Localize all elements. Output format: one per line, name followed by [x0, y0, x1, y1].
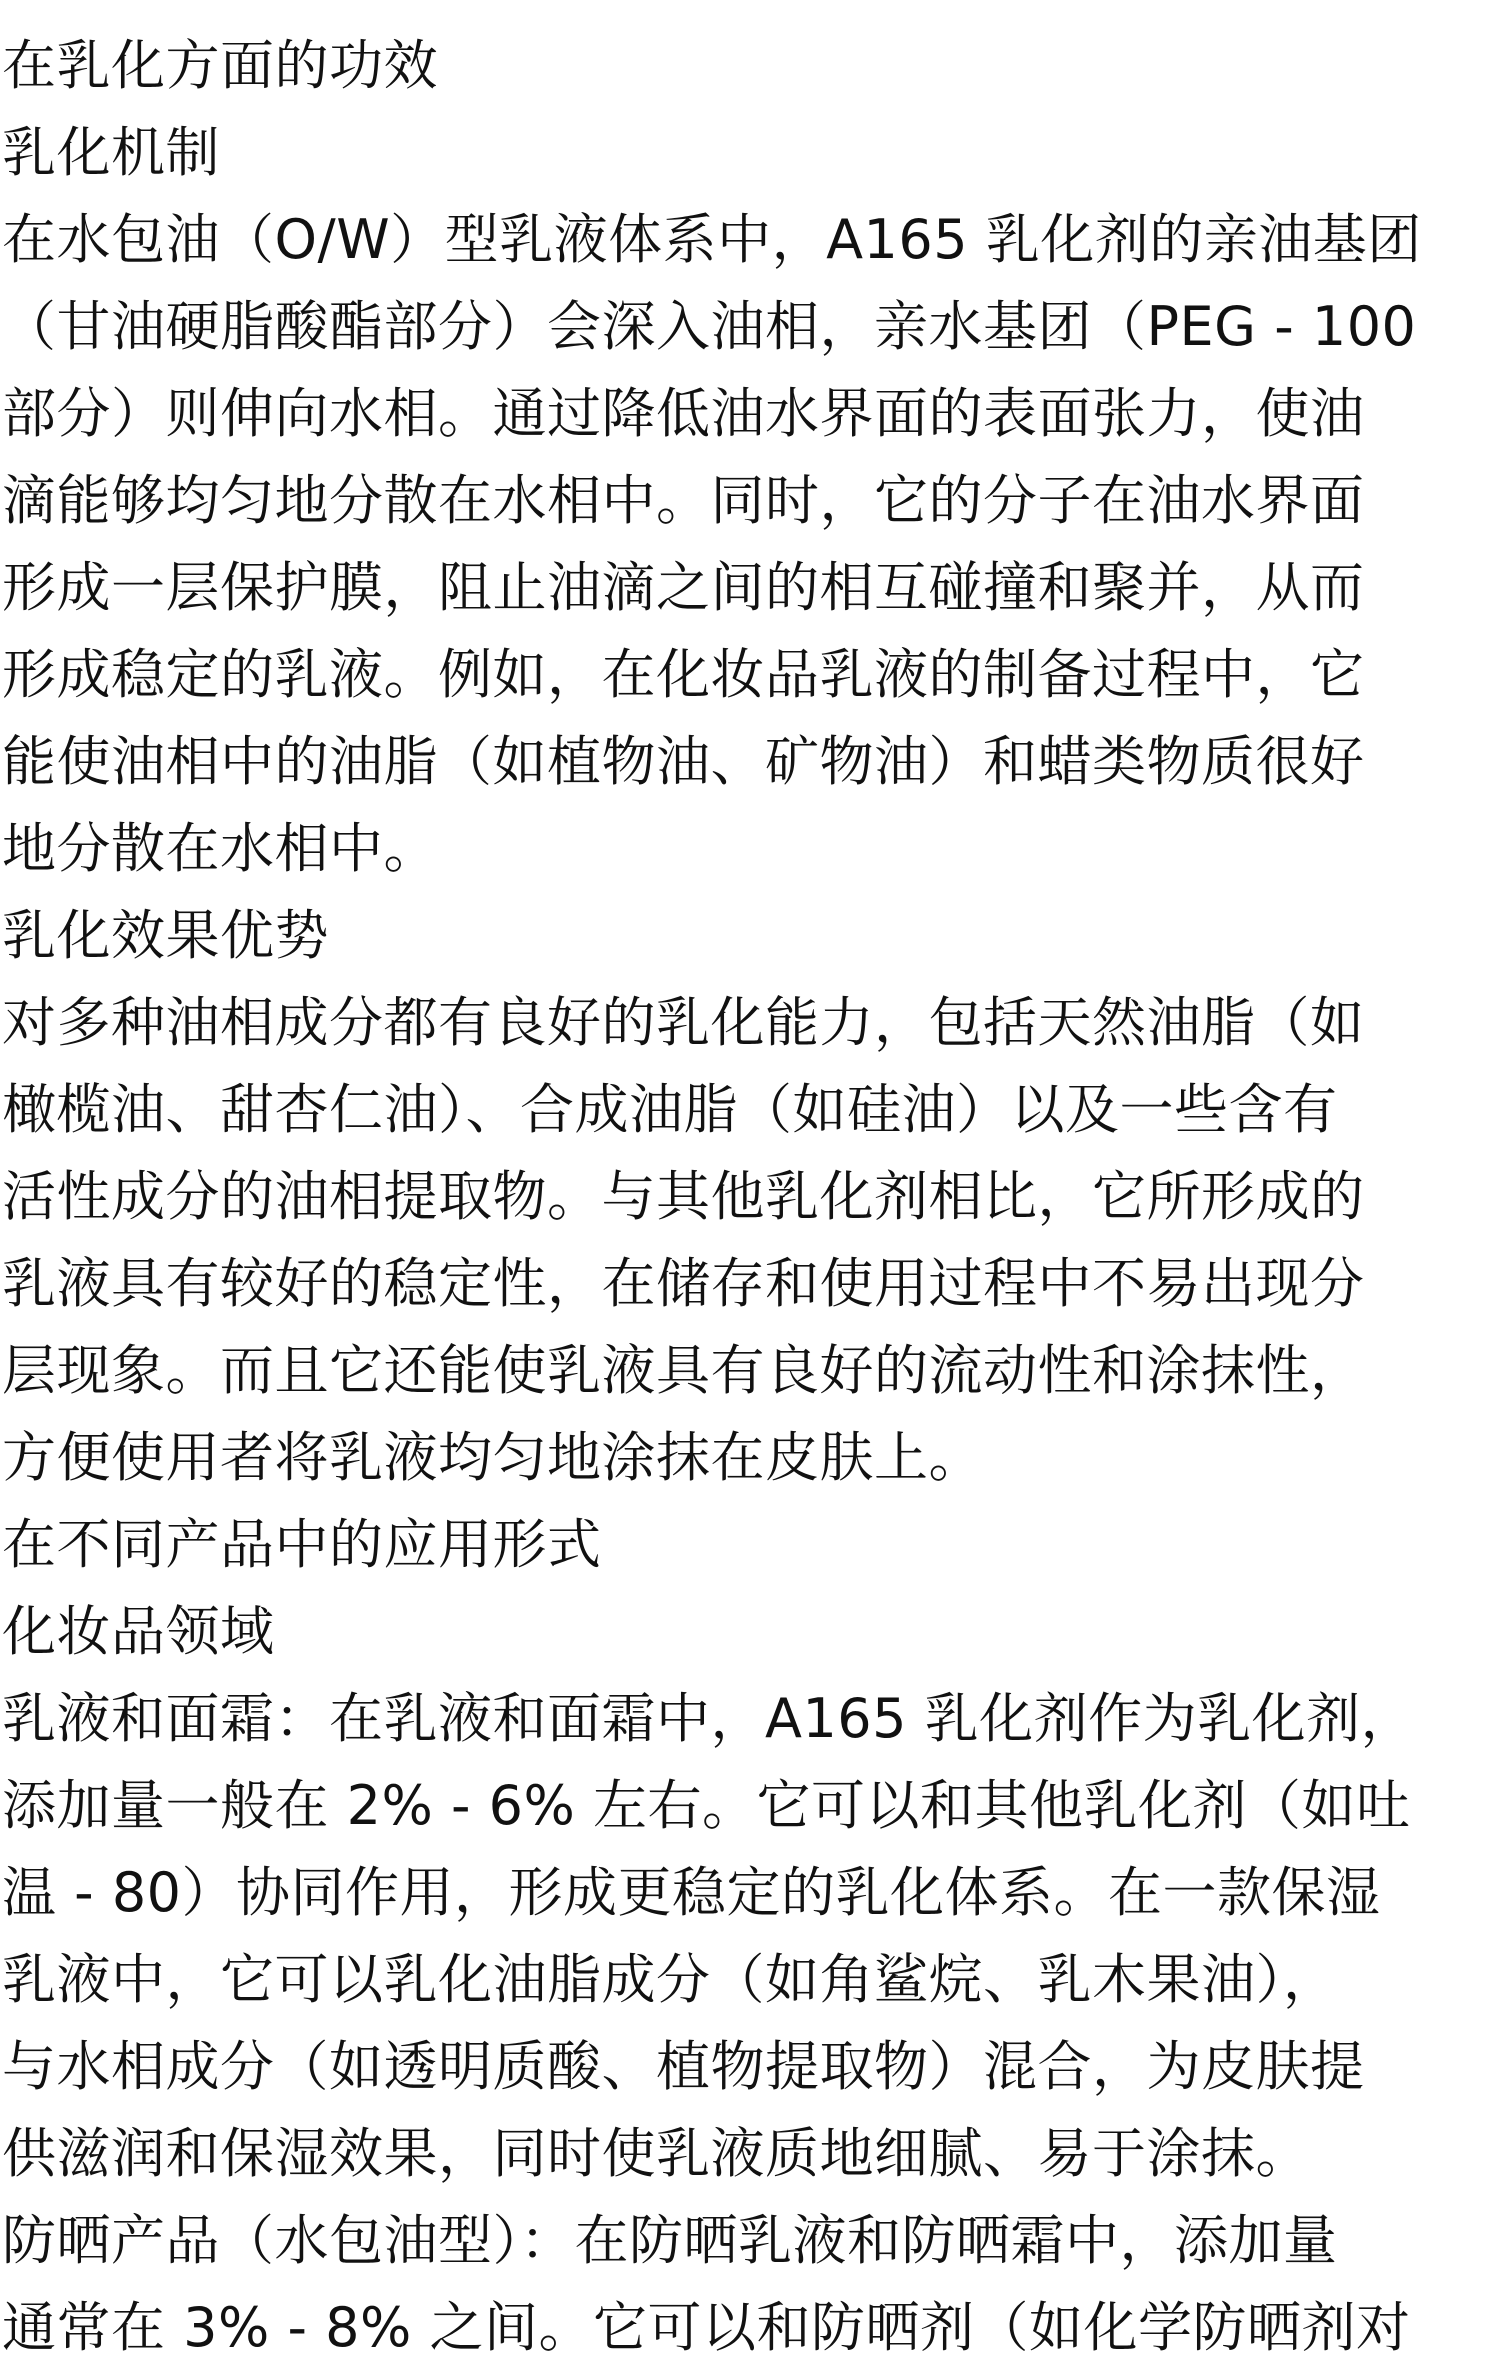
paragraph-line: 滴能够均匀地分散在水相中。同时，它的分子在油水界面: [2, 469, 1365, 532]
paragraph-line: 能使油相中的油脂（如植物油、矿物油）和蜡类物质很好: [2, 730, 1365, 793]
paragraph-line: 部分）则伸向水相。通过降低油水界面的表面张力，使油: [2, 382, 1365, 445]
paragraph-line: 地分散在水相中。: [2, 817, 438, 880]
paragraph-line: 通常在 3% - 8% 之间。它可以和防晒剂（如化学防晒剂对: [2, 2296, 1411, 2359]
article-body: [2, 22, 1498, 2371]
section-heading: 在不同产品中的应用形式: [2, 1513, 602, 1576]
paragraph-line: 在水包油（O/W）型乳液体系中，A165 乳化剂的亲油基团: [2, 208, 1422, 271]
paragraph-line: 温 - 80）协同作用，形成更稳定的乳化体系。在一款保湿: [2, 1861, 1381, 1924]
paragraph-line: 活性成分的油相提取物。与其他乳化剂相比，它所形成的: [2, 1165, 1365, 1228]
paragraph-line: 乳液具有较好的稳定性，在储存和使用过程中不易出现分: [2, 1252, 1365, 1315]
paragraph-line: 形成一层保护膜，阻止油滴之间的相互碰撞和聚并，从而: [2, 556, 1365, 619]
paragraph-line: 供滋润和保湿效果，同时使乳液质地细腻、易于涂抹。: [2, 2122, 1310, 2185]
paragraph-line: 与水相成分（如透明质酸、植物提取物）混合，为皮肤提: [2, 2035, 1365, 2098]
paragraph-line: 添加量一般在 2% - 6% 左右。它可以和其他乳化剂（如吐: [2, 1774, 1411, 1837]
paragraph-line: 形成稳定的乳液。例如，在化妆品乳液的制备过程中，它: [2, 643, 1365, 706]
subsection-heading: 乳化机制: [2, 121, 220, 184]
paragraph-line: 层现象。而且它还能使乳液具有良好的流动性和涂抹性，: [2, 1339, 1365, 1402]
paragraph-line: 方便使用者将乳液均匀地涂抹在皮肤上。: [2, 1426, 983, 1489]
paragraph-line: 乳液和面霜：在乳液和面霜中，A165 乳化剂作为乳化剂，: [2, 1687, 1416, 1750]
paragraph-line: 对多种油相成分都有良好的乳化能力，包括天然油脂（如: [2, 991, 1365, 1054]
paragraph-line: 橄榄油、甜杏仁油）、合成油脂（如硅油）以及一些含有: [2, 1078, 1338, 1141]
subsection-heading: 乳化效果优势: [2, 904, 329, 967]
paragraph-line: 防晒产品（水包油型）：在防晒乳液和防晒霜中，添加量: [2, 2209, 1338, 2272]
paragraph-line: 乳液中，它可以乳化油脂成分（如角鲨烷、乳木果油），: [2, 1948, 1338, 2011]
subsection-heading: 化妆品领域: [2, 1600, 275, 1663]
section-heading: 在乳化方面的功效: [2, 34, 438, 97]
paragraph-line: （甘油硬脂酸酯部分）会深入油相，亲水基团（PEG - 100: [2, 295, 1417, 358]
